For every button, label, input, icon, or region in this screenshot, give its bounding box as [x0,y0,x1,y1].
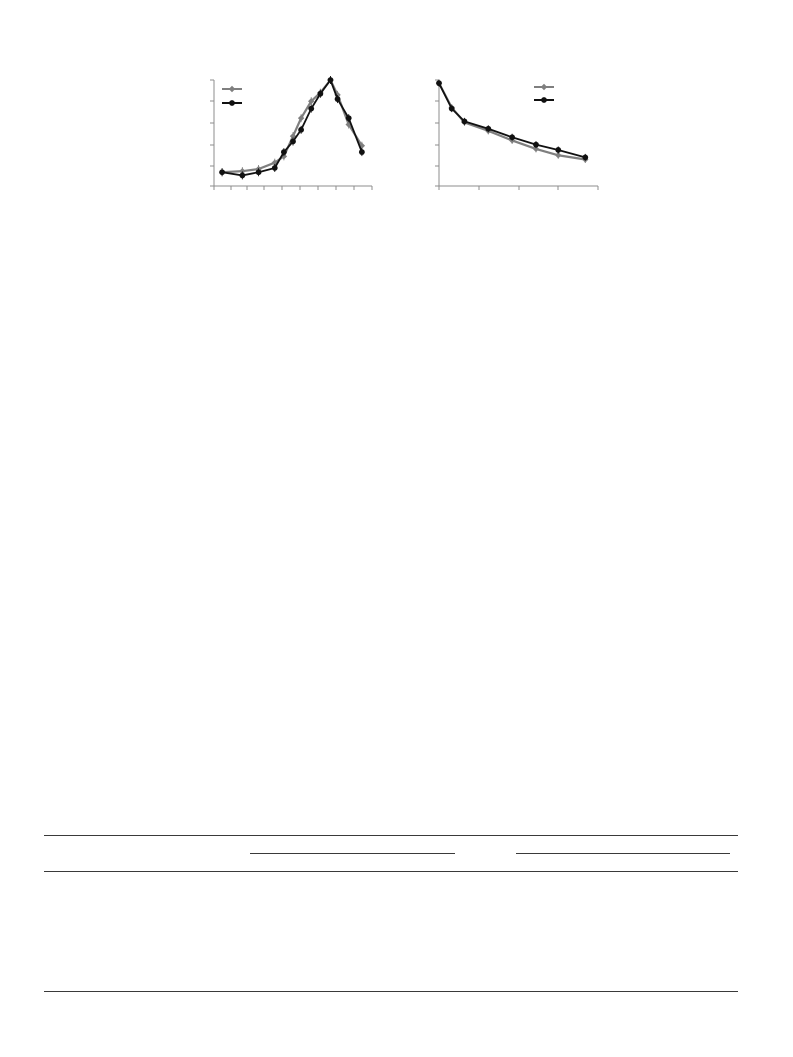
left-data-point [359,149,365,155]
right-data-point [509,134,515,140]
table-group-rule-left [250,853,455,854]
right-data-point [533,142,539,148]
right-data-point [449,106,455,112]
left-data-point [328,77,334,83]
left-data-point [290,139,296,145]
table-group-rule-right [516,853,730,854]
table-header-rule [44,871,738,872]
left-data-point [335,96,341,102]
left-series-line [222,80,362,172]
left-legend-marker [229,100,235,106]
left-series-line [222,80,362,175]
left-data-point [272,165,278,171]
left-data-point [346,115,352,121]
left-data-point [239,173,245,179]
table-top-rule [44,835,738,836]
right-line-chart [435,80,598,190]
right-data-point [485,126,491,132]
right-data-point [436,80,442,86]
right-data-point [582,154,588,160]
right-legend-marker [541,97,547,103]
right-data-point [462,118,468,124]
left-data-point [298,127,304,133]
right-series-line [439,83,585,159]
left-data-point [308,106,314,112]
figure-charts [0,0,793,220]
left-data-point [256,169,262,175]
right-legend-marker [541,84,547,90]
left-data-point [281,149,287,155]
left-data-point [219,169,225,175]
left-data-point [317,91,323,97]
right-data-point [555,147,561,153]
right-series-line [439,83,585,157]
left-legend-marker [229,86,235,92]
table-bottom-rule [44,991,738,992]
left-line-chart [210,76,372,190]
